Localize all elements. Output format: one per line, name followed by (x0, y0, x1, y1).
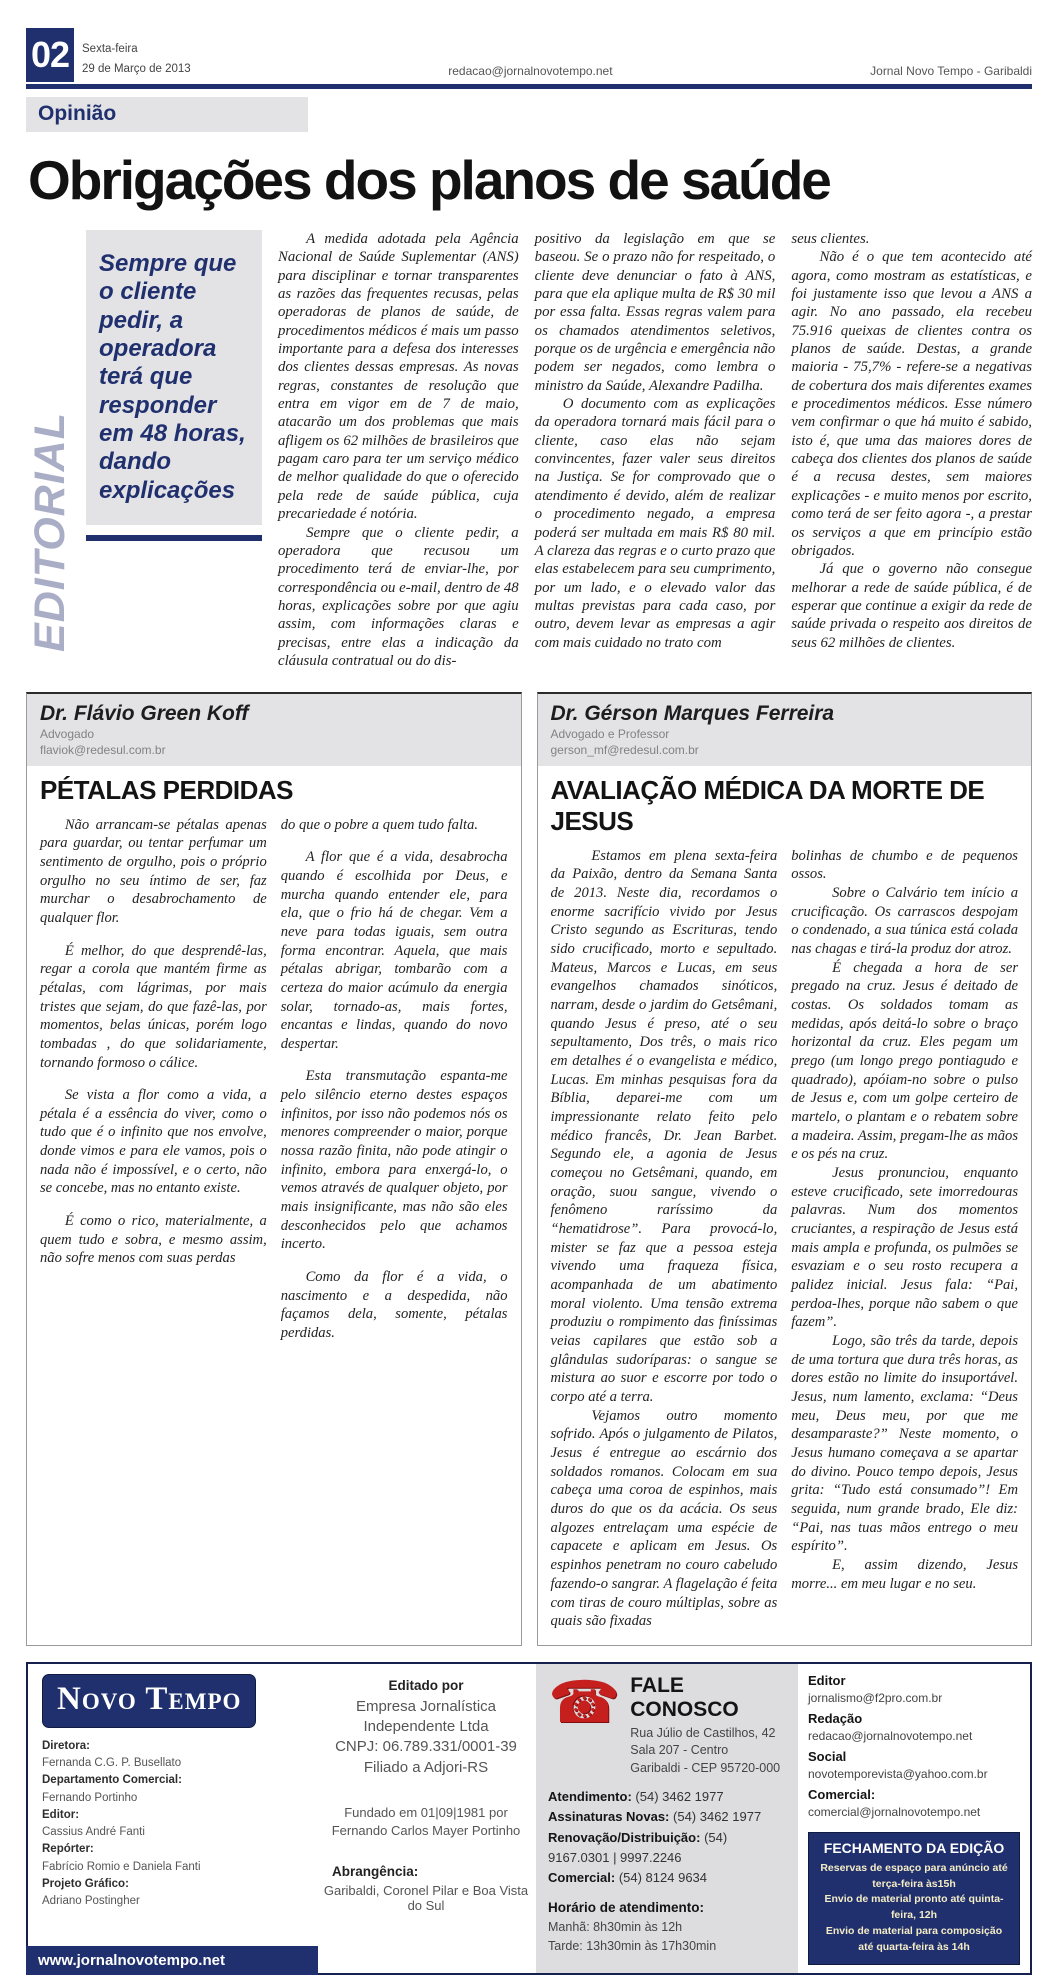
pull-quote-column (86, 230, 262, 670)
newspaper-logo (42, 1674, 256, 1728)
published-by-label: Editado por (388, 1677, 464, 1693)
pull-quote: Sempre que o cliente pedir, a operadora terá que responder em 48 horas, dando explicações (86, 230, 262, 525)
publisher-affiliation: Filiado a Adjori-RS (363, 1758, 489, 1776)
publisher-name-2: Independente Ltda (363, 1718, 489, 1736)
email-entry: Editor jornalismo@f2pro.com.br (808, 1672, 943, 1706)
footer-contact-panel (536, 1664, 798, 1973)
author-email: flaviok@redesul.com.br (40, 743, 166, 758)
phone-entry: Renovação/Distribuição: (54) 9167.0301 | 9997.2246 (548, 1829, 728, 1865)
article-body (27, 812, 521, 1645)
footer (26, 1662, 1032, 1975)
edition-closing-box (808, 1832, 1020, 1966)
coverage-area: Garibaldi, Coronel Pilar e Boa Vista do Sul (323, 1883, 529, 1914)
editorial-column-2: positivo da legislação em que se baseou. Se o prazo não for respeitado, o cliente deve denunciar o fato à ANS, para que ela aplique multa de R$ 30 mil por essa falta. Essas regras valem para os chamados atendimentos seletivos, porque os de urgência e emergência não podem ser negados, como lembra o ministro da Saúde, Alexandre Padilha. O documento com as explicações da operadora tornará mais fácil para o cliente, caso elas não sejam convincentes, fazer valer seus direitos na Justiça. Se for comprovado que o atendimento é devido, além de realizar o procedimento negado, a empresa poderá ser multada em mais R$ 80 mil. A clareza das regras e o curto prazo que elas estabelecem para seu cumprimento, por um lado, e o elevado valor das multas previstas para cada caso, por outro, devem levar as empresas a agir com mais cuidado no trato com (534, 231, 776, 651)
article-body (538, 843, 1032, 1645)
email-entry: Comercial: comercial@jornalnovotempo.net (808, 1786, 981, 1819)
header-rule (26, 84, 1032, 89)
staff-entry: Editor: Cassius André Fanti (42, 1808, 145, 1839)
opening-hours: Manhã: 8h30min às 12h Tarde: 13h30min às 17h30min (548, 1920, 717, 1953)
phone-entry: Assinaturas Novas: (54) 3462 1977 (548, 1809, 762, 1825)
telephone-icon: ☎ (548, 1669, 621, 1735)
article-title: PÉTALAS PERDIDAS (40, 774, 293, 805)
section-label: Opinião (26, 97, 308, 132)
header-email: redacao@jornalnovotempo.net (448, 64, 613, 78)
editorial-column-3: seus clientes. Não é o que tem acontecido até agora, como mostram as estatísticas, e foi justamente isso que levou a ANS a agir. No ano passado, ela recebeu 75.916 queixas de clientes contra os planos de saúde. Destas, a grande maioria - 75,7% - refere-se a negativas de cobertura dos mais diferentes exames e procedimentos médicos. Esse número vem confirmar o que há muito é sabido, isto é, que uma das maiores dores de cabeça dos clientes dos planos de saúde é a recusa destes, sem maiores explicações - e muito menos por escrito, como terá de ser feito agora -, a prestar os serviços a que em princípio estão obrigados. Já que o governo não consegue melhorar a rede de saúde pública, é de esperar que continue a exigir da rede de saúde privada o respeito aos direitos de seus 62 milhões de clientes. (791, 231, 1033, 651)
hours-label: Horário de atendimento: (548, 1900, 705, 1916)
masthead-name: Jornal Novo Tempo - Garibaldi (870, 64, 1032, 78)
article-column-1: Não arrancam-se pétalas apenas para guardar, ou tentar perfumar um sentimento de orgulho, pois o próprio orgulho no seu íntimo de ser, faz murchar o desabrochamento de qualquer flor. É melhor, do que desprendê-las, regar a corola que mantém firme as pétalas, com lágrimas, por mais tristes que sejam, do que fazê-las, por momentos, belas únicas, porém logo tombadas , do que solidariamente, tornando formoso o cálice. Se vista a flor como a vida, a pétala é a essência do viver, como o tudo que é o infinito que nos envolve, donde vimos e para ele vamos, pois o nada não é impossível, e o certo, não se concebe, mas no entanto existe. É como o rico, materialmente, a quem tudo e sobra, e mesmo assim, não sofre menos com suas perdas (40, 816, 267, 1267)
weekday: Sexta-feira (82, 42, 138, 55)
closing-title: FECHAMENTO DA EDIÇÃO (823, 1839, 1005, 1856)
author-name: Dr. Flávio Green Koff (40, 702, 249, 726)
author-name: Dr. Gérson Marques Ferreira (550, 702, 835, 726)
pull-quote-underline (86, 535, 262, 541)
contact-title: FALE CONOSCO (630, 1673, 739, 1721)
email-entry: Social novotemporevista@yahoo.com.br (808, 1748, 988, 1781)
website-bar: www.jornalnovotempo.net (26, 1946, 318, 1975)
logo-text: Novo Tempo (57, 1680, 242, 1717)
footer-emails-column (798, 1664, 1030, 1973)
author-role: Advogado e Professor (550, 727, 670, 742)
byline-left (27, 694, 521, 765)
page-title: Obrigações dos planos de saúde (28, 149, 830, 211)
date-block (82, 39, 191, 82)
editorial-column-1: A medida adotada pela Agência Nacional de Saúde Suplementar (ANS) para disciplinar e tornar transparentes as razões das frequentes recusas, pelas operadoras de planos de saúde, de procedimentos médicos é mais um passo importante para a defesa dos interesses dos clientes dessas empresas. As novas regras, constantes de resolução que entra em vigor em de 7 de maio, atacarão um dos problemas que mais afligem os 62 milhões de brasileiros que pagam caro para ter um serviço médico de melhor qualidade do que o oferecido pela rede de saúde pública, cuja precariedade é notória. Sempre que o cliente pedir, a operadora que recusou um procedimento terá de enviar-lhe, por correspondência ou e-mail, dentro de 48 horas, explicações sobre por que agiu assim, com informações claras e precisas, entre elas a indicação da cláusula contratual ou do dis- (278, 231, 519, 669)
staff-list (42, 1738, 306, 1911)
publisher-name: Empresa Jornalística (355, 1697, 497, 1715)
phone-entry: Comercial: (54) 8124 9634 (548, 1869, 708, 1885)
editorial-kicker: EDITORIAL (26, 412, 74, 653)
founded-note: Fundado em 01|09|1981 por Fernando Carlos Mayer Portinho (331, 1804, 521, 1839)
article-column-1: Estamos em plena sexta-feira da Paixão, dentro da Semana Santa de 2013. Neste dia, recordamos o enorme sacrifício vivido por Jesus Cristo segundo as Escrituras, tendo sido crucificado, morto e sepultado. Mateus, Marcos e Lucas, em seus evangelhos chamados sinóticos, narram, desde o jardim do Getsêmani, quando Jesus é preso, até o seu sepultamento, Dos três, o mais rico em detalhes é o evangelista e médico, Lucas. Em minhas pesquisas fora da Bíblia, deparei-me com um impressionante relato feito pelo médico francês, Dr. Jean Barbet. Segundo ele, a agonia de Jesus começou no Getsêmani, quando, em oração, suou sangue, vivendo o fenômeno raríssimo da “hematidrose”. Para provocá-lo, mister se faz que a pessoa esteja vivendo uma fraqueza física, acompanhada de um abatimento moral violento. Uma tensão extrema produziu o rompimento das finíssimas veias capilares que estão sob a glândulas sudoríparas: o sangue se mistura ao suor e escorre por todo o corpo até a terra. Vejamos outro momento sofrido. Após o julgamento de Pilatos, Jesus é entregue ao escárnio dos soldados romanos. Colocam em sua cabeça uma coroa de espinhos, mais duros do que os da acácia. Os seus algozes entrelaçam uma espécie de capacete e aplicam em Jesus. Os espinhos penetram no couro cabeludo fazendo-o sangrar. A flagelação é feita com tiras de couro múltiplas, sobre as quais são fixadas (550, 847, 778, 1630)
article-column-2: bolinhas de chumbo e de pequenos ossos. Sobre o Calvário tem início a crucificação. Os carrascos despojam o condenado, a sua túnica está colada nas chagas e tirá-la produz dor atroz. É chegada a hora de ser pregado na cruz. Jesus é deitado de costas. Os soldados tomam as medidas, após deitá-lo sobre o braço horizontal da cruz. Eles pegam um prego (um longo prego pontiagudo e quadrado), apóiam-no sobre o pulso de Jesus e, com um golpe certeiro de martelo, o plantam e o rebatem sobre a madeira. Assim, pregam-lhe as mãos e os pés na cruz. Jesus pronunciou, enquanto esteve crucificado, sete imorredouras palavras. Num dos momentos cruciantes, a respiração de Jesus está mais ampla e profunda, os pulmões se esvaziam e o seu rosto recupera a palidez inicial. Jesus fala: “Pai, perdoa-lhes, porque não sabem o que fazem”. Logo, são três da tarde, depois de uma tortura que dura três horas, as dores estão no limite do insuportável. Jesus, num lamento, exclama: “Deus meu, Deus meu, por que me desamparaste?” Neste momento, o Jesus humano começava a se apartar do divino. Pouco tempo depois, Jesus grita: “Tudo está consumado”! Em seguida, num grande brado, Ele diz: “Pai, nas tuas mãos entrego o meu espírito”. E, assim dizendo, Jesus morre... em meu lugar e no seu. (791, 847, 1018, 1592)
phone-list (548, 1787, 786, 1888)
staff-entry: Departamento Comercial: Fernando Portinho (42, 1774, 182, 1804)
staff-entry: Projeto Gráfico: Adriano Postingher (42, 1877, 140, 1908)
article-column-2: do que o pobre a quem tudo falta. A flor que é a vida, desabrocha quando é escolhida por Deus, e murcha quando entender ele, para ela, que o frio há de chegar. Vem a neve para todas iguais, sem outra forma encontrar. Aquela, que mais pétalas abrigar, tombarão com a certeza do maior acúmulo da energia solar, tornado-as, mais fortes, encantas e lindas, quando do novo despertar. Esta transmutação espanta-me pelo silêncio eterno destes espaços infinitos, por isso não podemos nós os menores compreender o maior, porque nossa razão finita, não pode atingir o infinito, embora para enxergá-lo, o vemos através de qualquer objeto, por mais insignificante, mas não são eles desconhecidos pelo que achamos incerto. Como da flor é a vida, o nascimento e a despedida, não façamos dela, somente, pétalas perdidas. (280, 816, 508, 1341)
contact-address: Rua Júlio de Castilhos, 42 Sala 207 - Centro Garibaldi - CEP 95720-000 (630, 1725, 781, 1775)
phone-entry: Atendimento: (54) 3462 1977 (548, 1789, 724, 1805)
page-header (26, 28, 1032, 82)
date: 29 de Março de 2013 (82, 63, 191, 76)
editorial-kicker-column (26, 230, 74, 670)
email-entry: Redação redacao@jornalnovotempo.net (808, 1710, 973, 1744)
author-role: Advogado (40, 727, 95, 742)
article-title: AVALIAÇÃO MÉDICA DA MORTE DE JESUS (550, 774, 985, 836)
contact-header (548, 1669, 786, 1778)
page-number-badge: 02 (26, 28, 74, 82)
author-email: gerson_mf@redesul.com.br (550, 743, 699, 758)
staff-entry: Repórter: Fabrício Romio e Daniela Fanti (42, 1843, 201, 1873)
article-petalas-perdidas (26, 692, 522, 1646)
coverage-label: Abrangência: (332, 1864, 419, 1880)
footer-staff-column (28, 1664, 316, 1973)
footer-publisher-column (316, 1664, 536, 1973)
editorial-block (26, 230, 1032, 670)
staff-entry: Diretora: Fernanda C.G. P. Busellato (42, 1739, 182, 1770)
byline-right (538, 694, 1032, 765)
email-list (808, 1672, 1020, 1824)
opinion-articles (26, 692, 1032, 1646)
publisher-cnpj: CNPJ: 06.789.331/0001-39 (335, 1738, 517, 1756)
article-avaliacao-medica (537, 692, 1033, 1646)
closing-rules: Reservas de espaço para anúncio até terça-feira às15h Envio de material pronto até quinta-feira, 12h Envio de material para composição até quarta-feira às 14h (820, 1861, 1008, 1953)
